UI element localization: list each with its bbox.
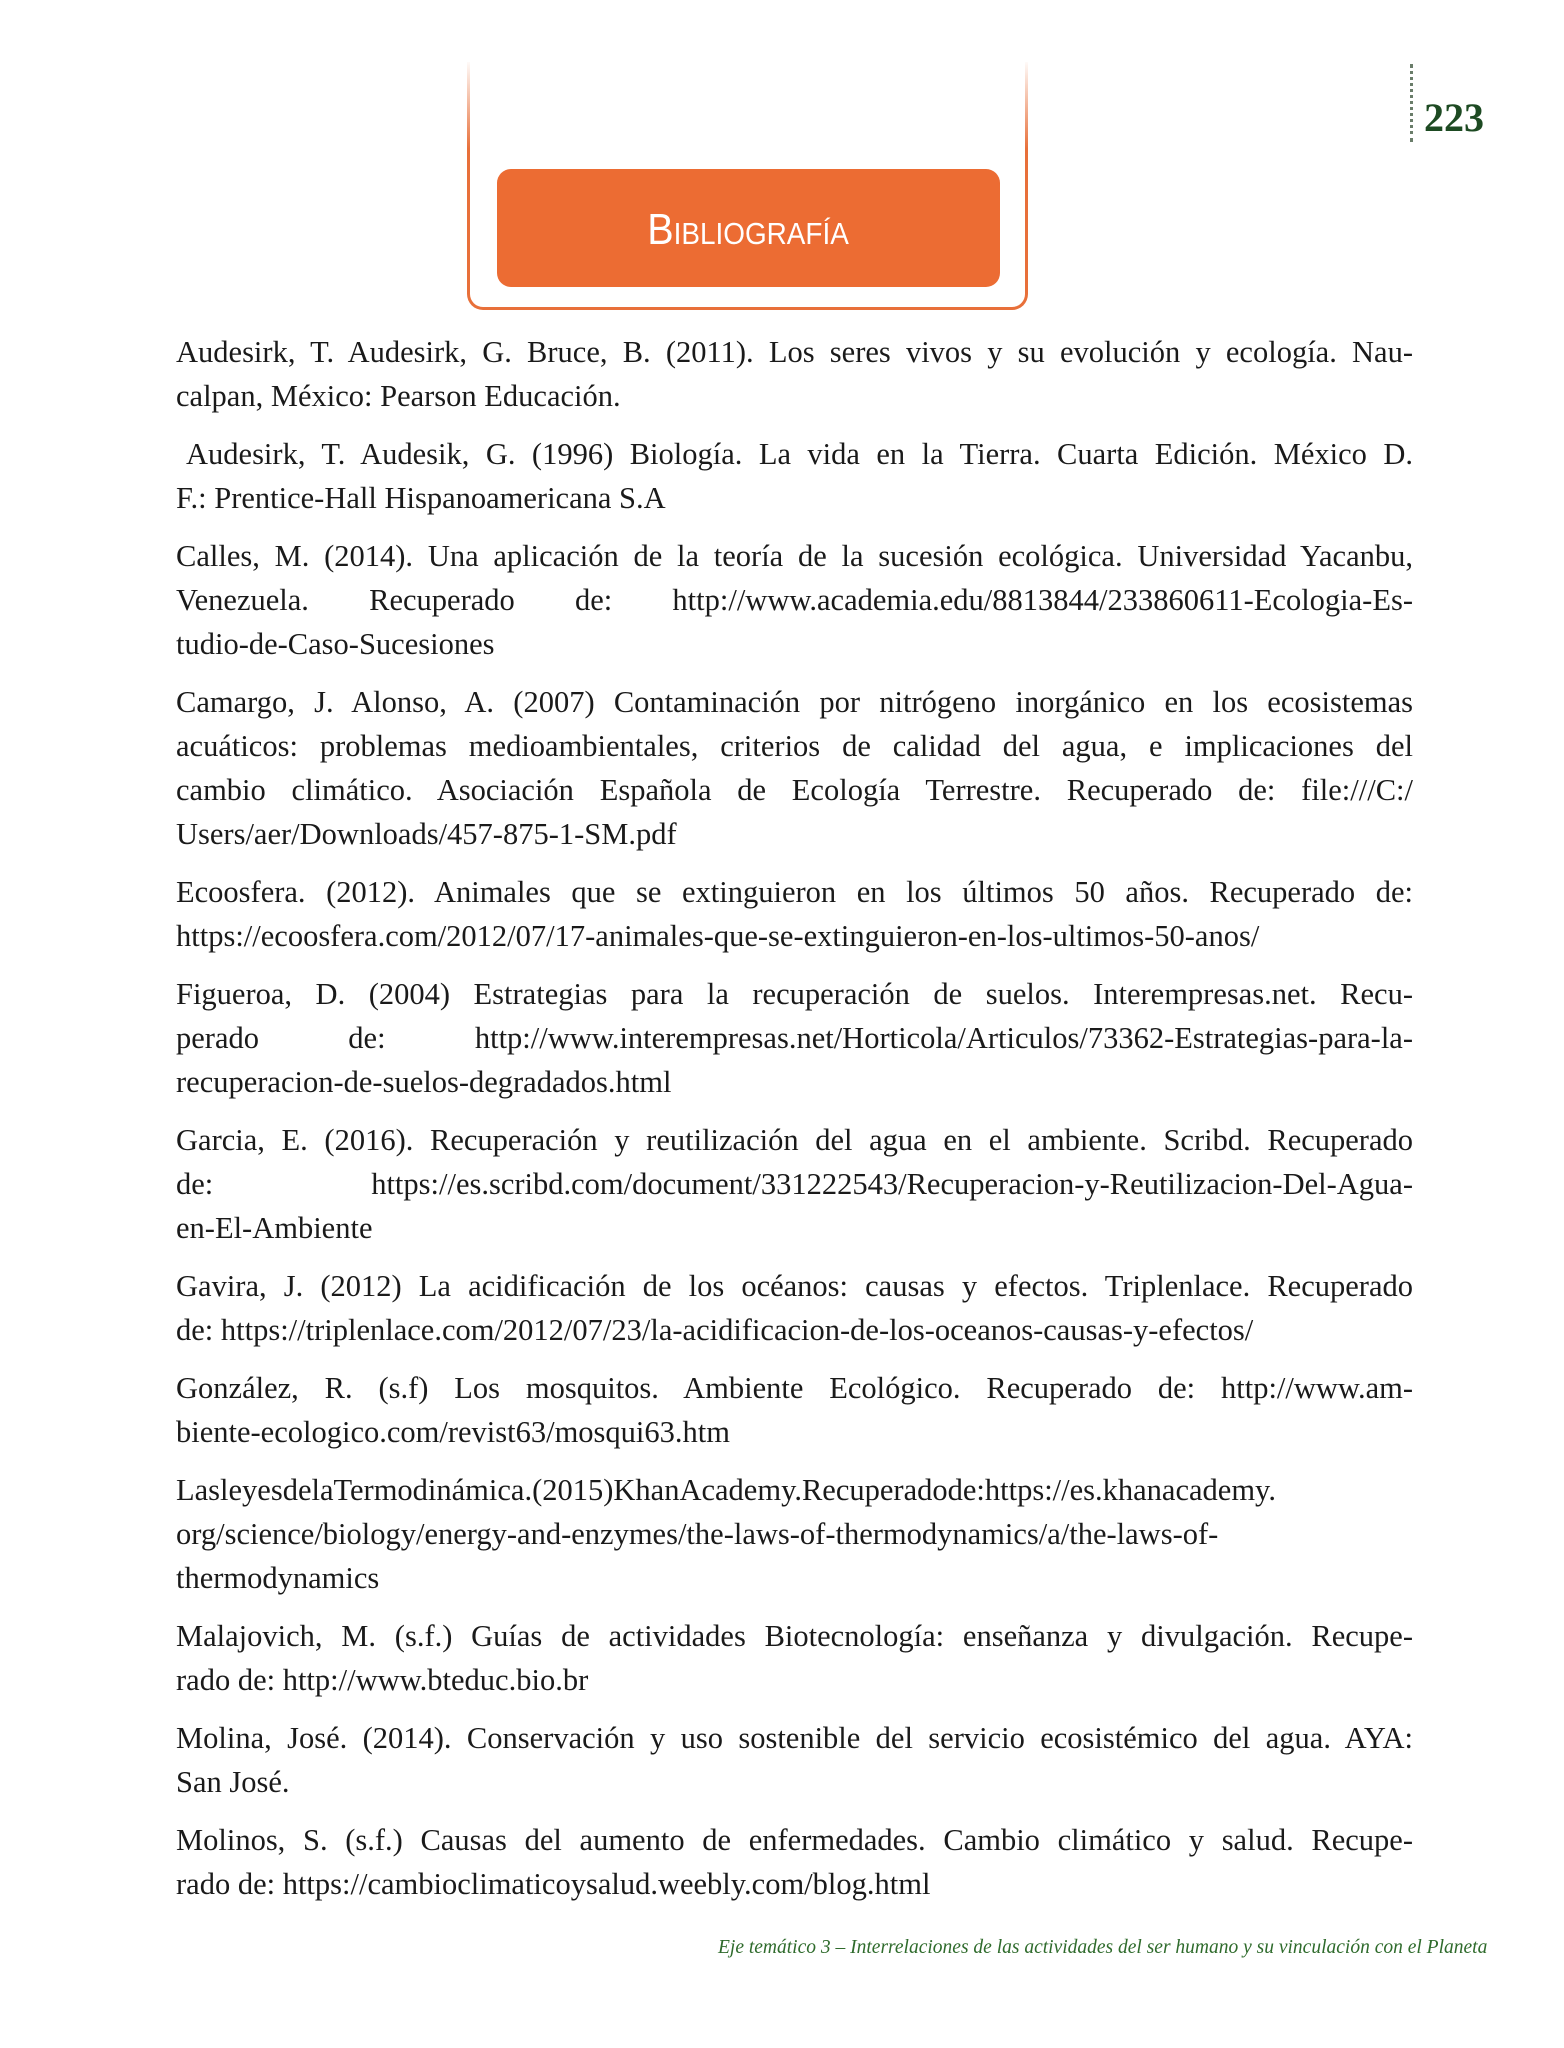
- bib-line: perado de: http://www.interempresas.net/Horticola/Articulos/73362-Estrategias-para-la-: [176, 1021, 1413, 1055]
- bib-line: San José.: [176, 1765, 290, 1799]
- bib-line: González, R. (s.f) Los mosquitos. Ambiente Ecológico. Recuperado de: http://www.am-: [176, 1371, 1413, 1405]
- bib-line: biente-ecologico.com/revist63/mosqui63.htm: [176, 1415, 730, 1449]
- bib-entry: [176, 680, 1413, 856]
- bib-entry: [176, 1118, 1413, 1250]
- bib-line: Garcia, E. (2016). Recuperación y reutilización del agua en el ambiente. Scribd. Recuperado: [176, 1123, 1413, 1157]
- bib-line: recuperacion-de-suelos-degradados.html: [176, 1065, 672, 1099]
- bib-line: de: https://es.scribd.com/document/331222543/Recuperacion-y-Reutilizacion-Del-Agua-: [176, 1167, 1413, 1201]
- page-number-divider: [1410, 64, 1413, 142]
- bib-line: Molinos, S. (s.f.) Causas del aumento de enfermedades. Cambio climático y salud. Recupe-: [176, 1823, 1413, 1857]
- bib-line: acuáticos: problemas medioambientales, criterios de calidad del agua, e implicaciones del: [176, 729, 1413, 763]
- bib-line: cambio climático. Asociación Española de Ecología Terrestre. Recuperado de: file:///C:/: [176, 773, 1413, 807]
- page-footer: Eje temático 3 – Interrelaciones de las actividades del ser humano y su vinculación con el Planeta: [718, 1937, 1488, 1958]
- bib-line: Calles, M. (2014). Una aplicación de la teoría de la sucesión ecológica. Universidad Yacanbu,: [176, 539, 1413, 573]
- bib-line: Malajovich, M. (s.f.) Guías de actividades Biotecnología: enseñanza y divulgación. Recupe-: [176, 1619, 1413, 1653]
- bib-line: Ecoosfera. (2012). Animales que se extinguieron en los últimos 50 años. Recuperado de:: [176, 875, 1413, 909]
- bib-entry: [176, 1716, 1413, 1804]
- bib-line: Users/aer/Downloads/457-875-1-SM.pdf: [176, 817, 677, 851]
- bib-entry: [176, 1366, 1413, 1454]
- section-title-banner: [497, 169, 1000, 287]
- bib-entry: [176, 1264, 1413, 1352]
- bibliography-list: [176, 330, 1413, 1920]
- bib-line: Audesirk, T. Audesik, G. (1996) Biología. La vida en la Tierra. Cuarta Edición. México D.: [186, 437, 1413, 471]
- bib-line: F.: Prentice-Hall Hispanoamericana S.A: [176, 481, 666, 515]
- bib-line: en-El-Ambiente: [176, 1211, 373, 1245]
- bib-line: thermodynamics: [176, 1561, 380, 1595]
- bib-line: Camargo, J. Alonso, A. (2007) Contaminación por nitrógeno inorgánico en los ecosistemas: [176, 685, 1413, 719]
- bib-line: de: https://triplenlace.com/2012/07/23/la-acidificacion-de-los-oceanos-causas-y-efectos/: [176, 1313, 1254, 1347]
- bib-line: https://ecoosfera.com/2012/07/17-animales-que-se-extinguieron-en-los-ultimos-50-anos/: [176, 919, 1260, 953]
- page-number: 223: [1424, 95, 1484, 140]
- bib-entry: [176, 330, 1413, 418]
- bib-line: tudio-de-Caso-Sucesiones: [176, 627, 495, 661]
- bib-line: Gavira, J. (2012) La acidificación de los océanos: causas y efectos. Triplenlace. Recuperado: [176, 1269, 1413, 1303]
- section-title: Bibliografía: [647, 205, 850, 254]
- bib-entry: [176, 534, 1413, 666]
- bib-line: calpan, México: Pearson Educación.: [176, 379, 621, 413]
- bib-line: rado de: http://www.bteduc.bio.br: [176, 1663, 589, 1697]
- bib-line: rado de: https://cambioclimaticoysalud.weebly.com/blog.html: [176, 1867, 931, 1901]
- bib-line: Venezuela. Recuperado de: http://www.academia.edu/8813844/233860611-Ecologia-Es-: [176, 583, 1413, 617]
- bib-entry: [176, 1818, 1413, 1906]
- bib-entry: [176, 432, 1413, 520]
- bib-line: org/science/biology/energy-and-enzymes/the-laws-of-thermodynamics/a/the-laws-of-: [176, 1517, 1219, 1551]
- bib-line: Figueroa, D. (2004) Estrategias para la recuperación de suelos. Interempresas.net. Recu-: [176, 977, 1413, 1011]
- bib-entry: [176, 870, 1413, 958]
- bib-entry: [176, 1614, 1413, 1702]
- bib-line: Molina, José. (2014). Conservación y uso sostenible del servicio ecosistémico del agua. AYA:: [176, 1721, 1413, 1755]
- bib-entry: [176, 972, 1413, 1104]
- bib-entry: [176, 1468, 1413, 1600]
- bib-line: Audesirk, T. Audesirk, G. Bruce, B. (2011). Los seres vivos y su evolución y ecología. Nau-: [176, 335, 1413, 369]
- bib-line: LasleyesdelaTermodinámica.(2015)KhanAcademy.Recuperadode:https://es.khanacademy.: [176, 1473, 1276, 1507]
